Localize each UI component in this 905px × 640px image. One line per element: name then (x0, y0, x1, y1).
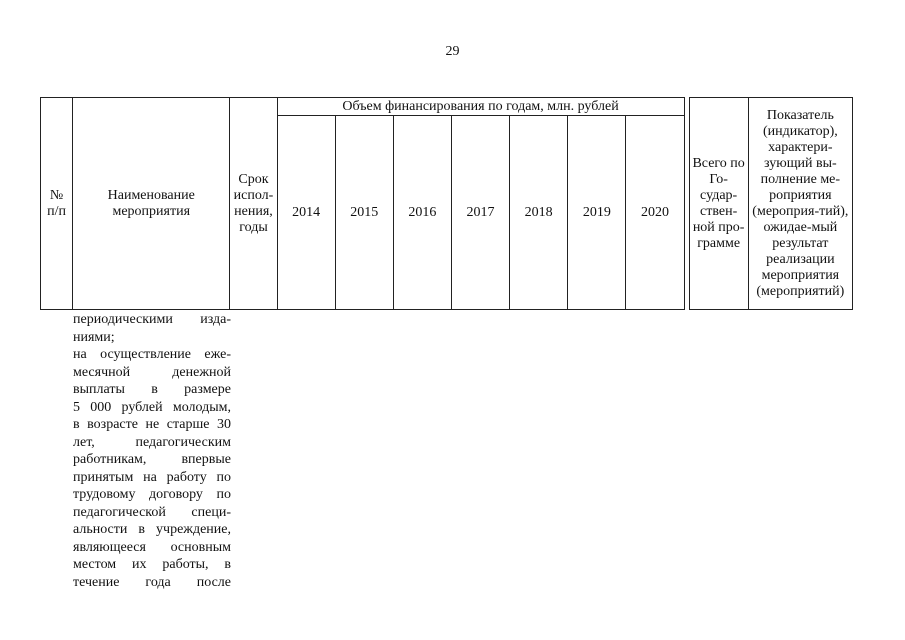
text-line: выплаты в размере (73, 382, 231, 397)
text-line: альности в учреждение, (73, 522, 231, 537)
program-table-header (40, 97, 853, 310)
text-line: периодическими изда- (73, 312, 231, 327)
header-year-2015: 2015 (335, 116, 393, 310)
text-line: местом их работы, в (73, 557, 231, 572)
text-line: месячной денежной (73, 364, 231, 380)
header-year-2018: 2018 (510, 116, 568, 310)
header-indicator: Показатель (индикатор), характери-зующий вы-полнение ме-роприятия (мероприя-тий), ожидае-мый результат реализации мероприятия (мероприятий) (748, 98, 852, 310)
text-line: на осуществление еже- (73, 347, 231, 362)
text-line: ниями; (73, 329, 115, 345)
header-financing: Объем финансирования по годам, млн. рублей (277, 98, 684, 116)
header-year-2019: 2019 (568, 116, 626, 310)
text-line: работникам, впервые (73, 452, 231, 467)
text-line: являющееся основным (73, 539, 231, 555)
header-year-2016: 2016 (393, 116, 451, 310)
text-line: лет, педагогическим (73, 434, 231, 450)
header-year-2020: 2020 (626, 116, 684, 310)
header-name: Наименование мероприятия (73, 98, 230, 310)
text-line: принятым на работу по (73, 469, 231, 485)
header-term: Срок испол-нения, годы (230, 98, 277, 310)
header-num: № п/п (41, 98, 73, 310)
text-line: 5 000 рублей молодым, (73, 399, 231, 415)
activity-name-continuation (73, 311, 231, 591)
header-total: Всего по Го-судар-ствен-ной про-грамме (689, 98, 748, 310)
text-line: трудовому договору по (73, 487, 231, 502)
header-year-2014: 2014 (277, 116, 335, 310)
text-line: течение года после (73, 574, 231, 590)
page-number: 29 (445, 44, 460, 59)
text-line: педагогической специ- (73, 504, 231, 520)
text-line: в возрасте не старше 30 (73, 417, 231, 432)
header-year-2017: 2017 (451, 116, 509, 310)
